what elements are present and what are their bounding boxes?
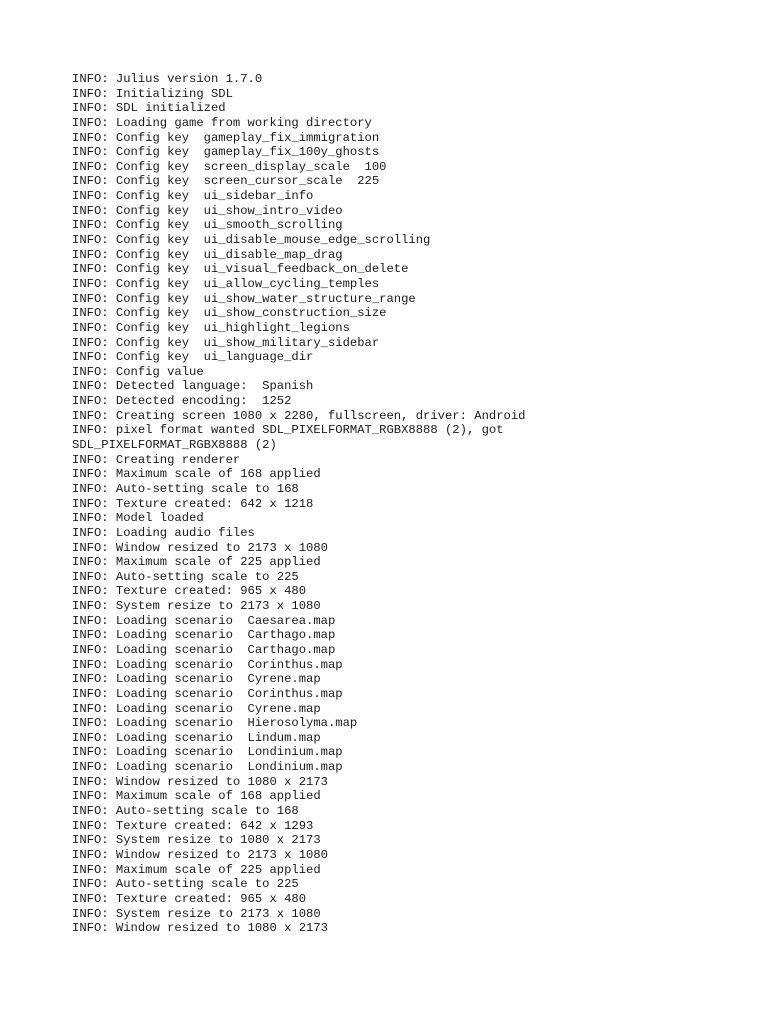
log-line: INFO: Initializing SDL (72, 86, 233, 101)
log-line: INFO: Maximum scale of 168 applied (72, 467, 321, 482)
log-line: INFO: Loading scenario Londinium.map (72, 760, 343, 775)
log-lines (72, 72, 732, 936)
log-line: INFO: System resize to 1080 x 2173 (72, 833, 321, 848)
log-line: INFO: Config value (72, 364, 204, 379)
log-line: INFO: Loading scenario Carthago.map (72, 642, 336, 657)
log-line: INFO: Texture created: 965 x 480 (72, 584, 307, 599)
log-line: INFO: Config key gameplay_fix_immigration (72, 130, 380, 145)
log-line: INFO: Loading scenario Lindum.map (72, 730, 321, 745)
log-line: INFO: Config key ui_highlight_legions (72, 320, 350, 335)
log-line: INFO: Config key ui_show_construction_size (72, 306, 387, 321)
log-line: INFO: Maximum scale of 225 applied (72, 862, 321, 877)
log-line: INFO: Maximum scale of 225 applied (72, 555, 321, 570)
log-line: INFO: Texture created: 642 x 1218 (72, 496, 314, 511)
log-line: SDL_PIXELFORMAT_RGBX8888 (2) (72, 438, 277, 453)
log-line: INFO: Window resized to 2173 x 1080 (72, 847, 328, 862)
log-line: INFO: Creating screen 1080 x 2280, fullscreen, driver: Android (72, 408, 526, 423)
log-line: INFO: Detected encoding: 1252 (72, 394, 292, 409)
log-line: INFO: Config key ui_show_intro_video (72, 203, 343, 218)
log-line: INFO: Julius version 1.7.0 (72, 72, 263, 86)
log-line: INFO: Loading scenario Cyrene.map (72, 672, 321, 687)
log-line: INFO: Config key ui_sidebar_info (72, 189, 314, 204)
log-line: INFO: Loading scenario Cyrene.map (72, 701, 321, 716)
log-line: INFO: Config key ui_visual_feedback_on_delete (72, 262, 409, 277)
log-line: INFO: Model loaded (72, 511, 204, 526)
log-line: INFO: Auto-setting scale to 168 (72, 481, 299, 496)
log-line: INFO: Config key ui_show_military_sidebar (72, 335, 380, 350)
log-line: INFO: Config key ui_show_water_structure_range (72, 291, 416, 306)
log-line: INFO: Loading scenario Carthago.map (72, 628, 336, 643)
log-line: INFO: Config key ui_smooth_scrolling (72, 218, 343, 233)
log-line: INFO: Loading scenario Corinthus.map (72, 657, 343, 672)
log-line: INFO: Detected language: Spanish (72, 379, 314, 394)
log-line: INFO: Loading scenario Caesarea.map (72, 613, 336, 628)
log-line: INFO: Config key screen_cursor_scale 225 (72, 174, 380, 189)
log-line: INFO: Config key ui_disable_map_drag (72, 247, 343, 262)
log-line: INFO: Config key ui_disable_mouse_edge_scrolling (72, 233, 431, 248)
log-line: INFO: System resize to 2173 x 1080 (72, 599, 321, 614)
log-line: INFO: Loading scenario Hierosolyma.map (72, 716, 358, 731)
log-line: INFO: Auto-setting scale to 168 (72, 804, 299, 819)
log-line: INFO: Texture created: 965 x 480 (72, 891, 307, 906)
log-line: INFO: pixel format wanted SDL_PIXELFORMAT_RGBX8888 (2), got (72, 423, 504, 438)
log-line: INFO: Creating renderer (72, 452, 241, 467)
log-line: INFO: Config key screen_display_scale 100 (72, 159, 387, 174)
log-line: INFO: Loading scenario Corinthus.map (72, 686, 343, 701)
log-line: INFO: Auto-setting scale to 225 (72, 877, 299, 892)
log-line: INFO: Config key ui_language_dir (72, 350, 314, 365)
log-line: INFO: Window resized to 2173 x 1080 (72, 540, 328, 555)
log-line: INFO: Loading game from working directory (72, 115, 372, 130)
log-line: INFO: Config key gameplay_fix_100y_ghosts (72, 145, 380, 160)
log-line: INFO: Config key ui_allow_cycling_temples (72, 276, 380, 291)
log-line: INFO: Loading scenario Londinium.map (72, 745, 343, 760)
log-line: INFO: Maximum scale of 168 applied (72, 789, 321, 804)
log-line: INFO: Texture created: 642 x 1293 (72, 818, 314, 833)
log-line: INFO: System resize to 2173 x 1080 (72, 906, 321, 921)
log-line: INFO: SDL initialized (72, 101, 226, 116)
log-line: INFO: Auto-setting scale to 225 (72, 569, 299, 584)
log-line: INFO: Loading audio files (72, 525, 255, 540)
log-line: INFO: Window resized to 1080 x 2173 (72, 774, 328, 789)
log-line: INFO: Window resized to 1080 x 2173 (72, 921, 328, 936)
